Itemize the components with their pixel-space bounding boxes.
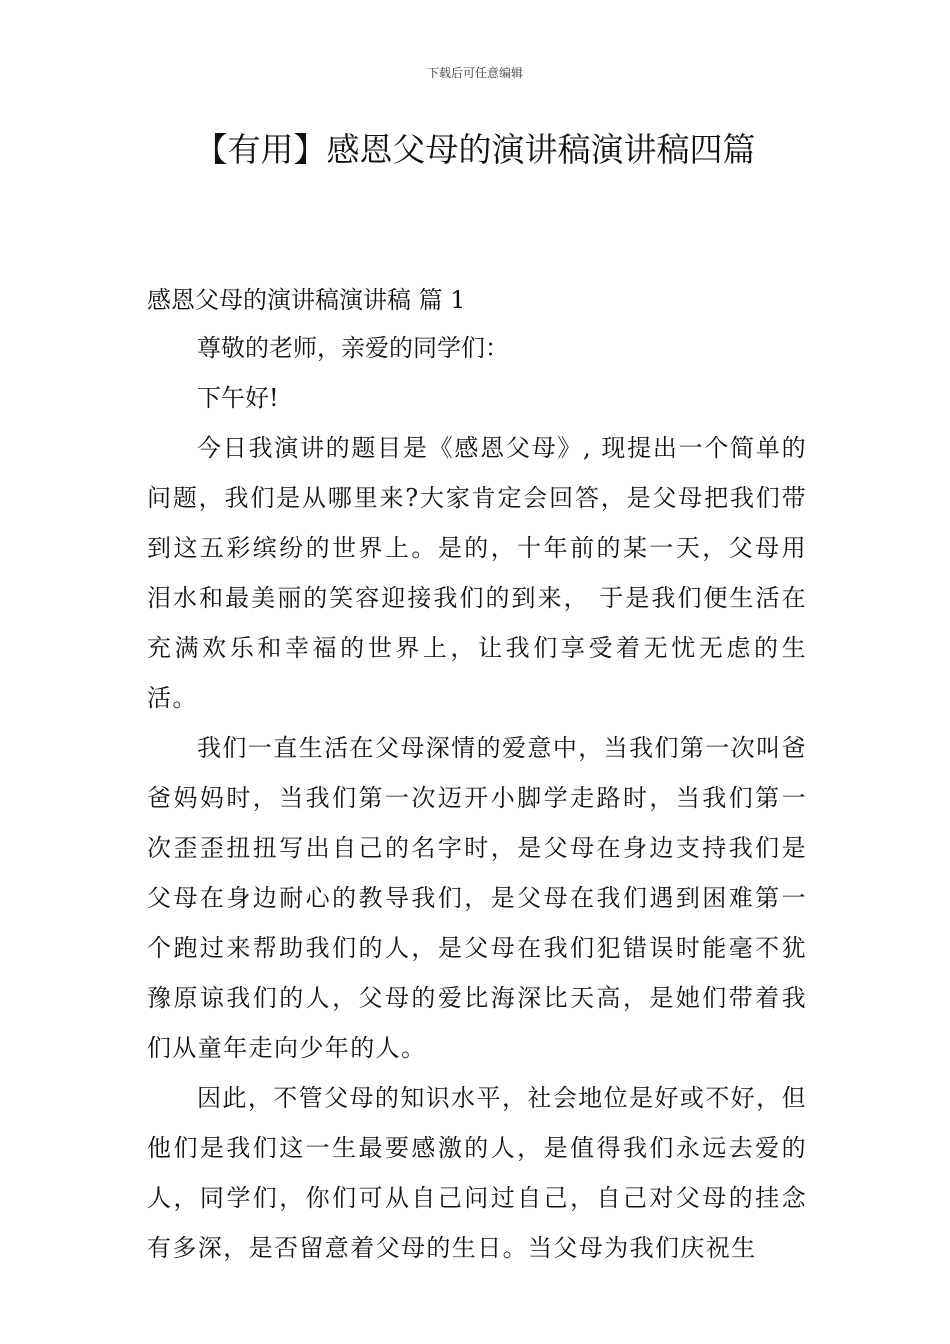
document-title: 【有用】感恩父母的演讲稿演讲稿四篇 <box>194 130 756 169</box>
paragraph-greeting: 下午好! <box>197 384 279 412</box>
section-heading: 感恩父母的演讲稿演讲稿 篇 1 <box>147 286 466 314</box>
paragraph-salutation: 尊敬的老师，亲爱的同学们： <box>197 334 509 362</box>
paragraph-body: 我们一直生活在父母深情的爱意中，当我们第一次叫爸爸妈妈时，当我们第一次迈开小脚学走路时，当我们第一次歪歪扭扭写出自己的名字时，是父母在身边支持我们是父母在身边耐心的教导我们，是父母在我们遇到困难第一个跑过来帮助我们的人，是父母在我们犯错误时能毫不犹豫原谅我们的人，父母的爱比海深比天高，是她们带着我们从童年走向少年的人。 <box>147 734 807 1062</box>
paragraph-body: 因此，不管父母的知识水平，社会地位是好或不好，但他们是我们这一生最要感激的人，是值得我们永远去爱的人，同学们，你们可从自己问过自己，自己对父母的挂念有多深，是否留意着父母的生日。当父母为我们庆祝生 <box>147 1084 807 1262</box>
paragraph-body: 今日我演讲的题目是《感恩父母》, 现提出一个简单的问题，我们是从哪里来?大家肯定会回答，是父母把我们带到这五彩缤纷的世界上。是的，十年前的某一天，父母用泪水和最美丽的笑容迎接我们的到来， 于是我们便生活在充满欢乐和幸福的世界上，让我们享受着无忧无虑的生活。 <box>147 434 807 712</box>
document-body <box>147 277 807 1273</box>
header-note: 下载后可任意编辑 <box>426 66 523 80</box>
